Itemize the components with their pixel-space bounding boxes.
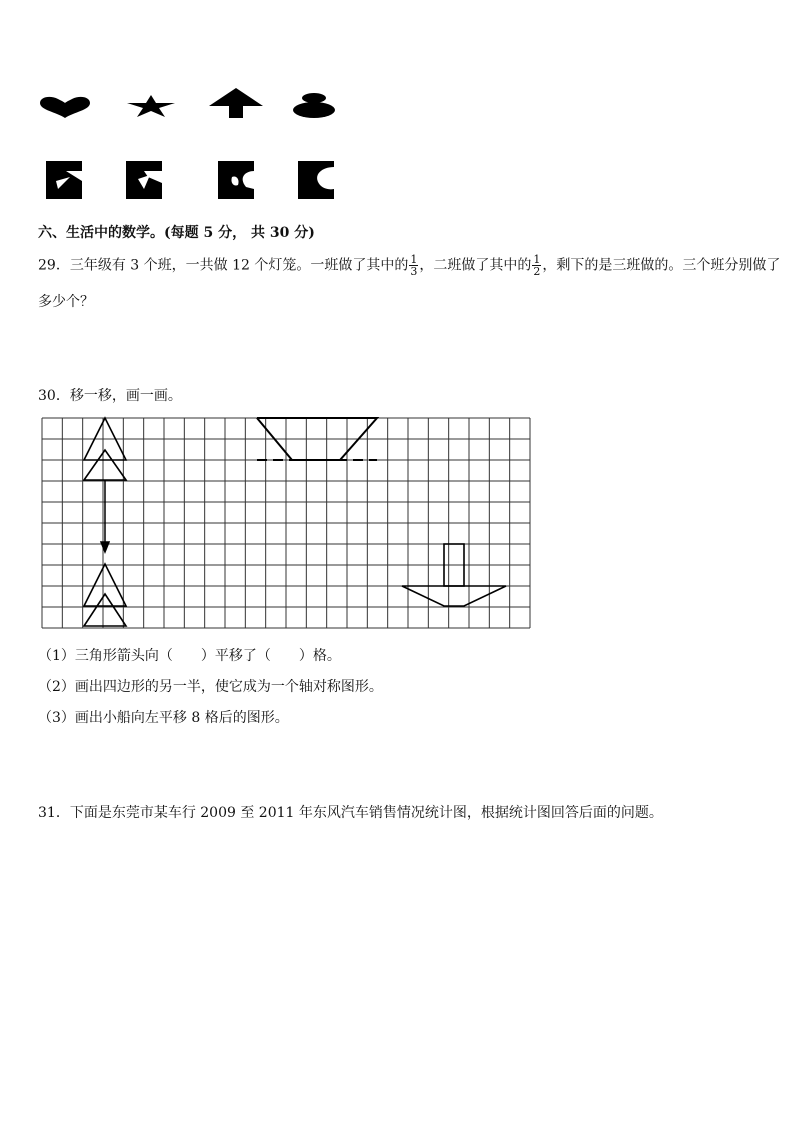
triangle-arrow-original [84, 418, 126, 480]
fraction-denominator: 3 [410, 265, 418, 278]
e-shape-notch-4-icon [298, 161, 334, 199]
triangle-arrow-translated [84, 564, 126, 626]
q29-text-part3: ，剩下的是三班做的。三个班分别做了 [542, 257, 781, 274]
q29-text-part2: ，二班做了其中的 [419, 257, 532, 274]
translation-grid [40, 416, 532, 630]
q30-sub1: （1）三角形箭头向（ ）平移了（ ）格。 [38, 648, 341, 664]
fraction-numerator: 1 [410, 253, 418, 266]
e-shape-notch-2-icon [126, 161, 162, 199]
boat-figure [402, 544, 506, 606]
q31-text: 31．下面是东莞市某车行 2009 至 2011 年东风汽车销售情况统计图，根据统计图回答后面的问题。 [38, 805, 663, 821]
down-arrow-icon [101, 480, 109, 552]
q29-line2: 多少个？ [38, 294, 94, 310]
section-title: 六、生活中的数学。(每题 5 分， 共 30 分) [38, 225, 315, 241]
fraction-denominator: 2 [533, 265, 541, 278]
q29-text-part1: 29．三年级有 3 个班，一共做 12 个灯笼。一班做了其中的 [38, 257, 409, 274]
e-shape-notch-1-icon [46, 161, 82, 199]
heart-icon [38, 96, 92, 118]
fraction-one-third [409, 254, 418, 277]
arrow-up-icon [209, 88, 263, 118]
q30-sub2: （2）画出四边形的另一半，使它成为一个轴对称图形。 [38, 679, 383, 695]
grid-lines [42, 418, 530, 628]
figure-eight-icon [292, 92, 336, 118]
fraction-numerator: 1 [533, 253, 541, 266]
star-icon [126, 95, 176, 117]
q30-sub3: （3）画出小船向左平移 8 格后的图形。 [38, 710, 289, 726]
q30-title: 30．移一移，画一画。 [38, 388, 182, 404]
e-shape-notch-3-icon [218, 161, 254, 199]
q29-line1 [38, 254, 780, 277]
fraction-one-half [532, 254, 541, 277]
